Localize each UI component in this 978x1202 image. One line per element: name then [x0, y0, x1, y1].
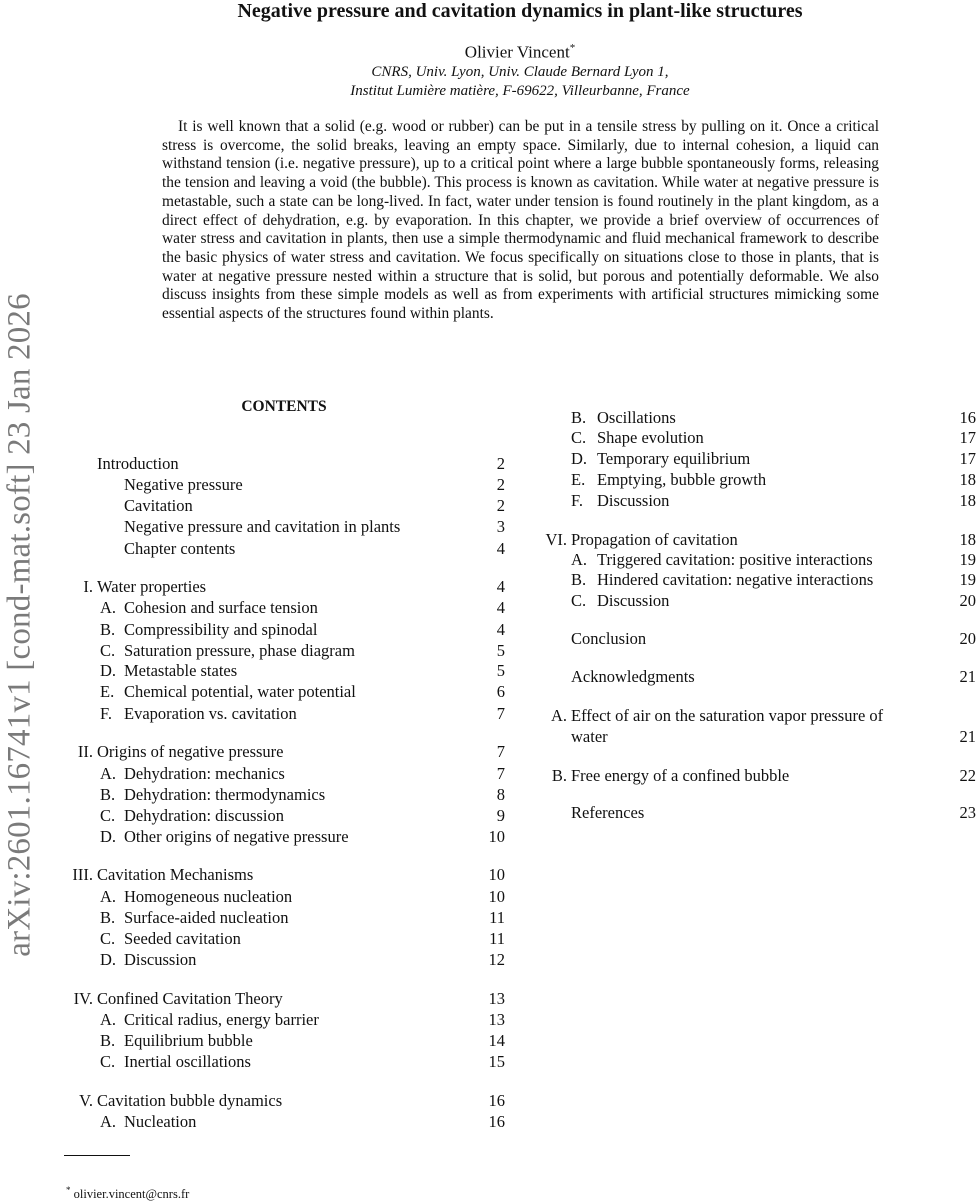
toc-left-entry-label[interactable]: Cohesion and surface tension: [124, 598, 318, 617]
toc-left-entry-label[interactable]: Critical radius, energy barrier: [124, 1010, 319, 1029]
toc-left-entry-label[interactable]: Discussion: [124, 950, 197, 969]
toc-left-entry-letter: B.: [100, 908, 116, 927]
toc-left-entry-page: 10: [488, 865, 505, 884]
toc-left-entry-label[interactable]: Cavitation: [124, 496, 193, 515]
toc-right-entry-label[interactable]: Emptying, bubble growth: [597, 470, 767, 489]
toc-left-entry-label[interactable]: Surface-aided nucleation: [124, 908, 289, 927]
toc-left-entry-letter: C.: [100, 806, 116, 825]
toc-right-entry-numeral: B.: [551, 766, 567, 785]
toc-left-entry-label[interactable]: Inertial oscillations: [124, 1052, 251, 1071]
toc-left-entry-page: 2: [496, 475, 505, 494]
toc-left-entry-page: 11: [489, 929, 505, 948]
toc-left-entry-page: 3: [496, 517, 505, 536]
toc-right-entry-letter: E.: [571, 470, 586, 489]
toc-left-entry-label[interactable]: Homogeneous nucleation: [124, 887, 293, 906]
toc-left-entry-letter: B.: [100, 620, 116, 639]
toc-left-entry-page: 2: [496, 454, 505, 473]
toc-left-entry-label[interactable]: Saturation pressure, phase diagram: [124, 641, 355, 660]
toc-left-entry-page: 2: [496, 496, 505, 515]
toc-left-entry-letter: A.: [100, 887, 117, 906]
toc-left-entry-label[interactable]: Cavitation Mechanisms: [97, 865, 254, 884]
author-footnote-mark: *: [569, 42, 576, 54]
toc-left-entry-page: 13: [488, 989, 505, 1008]
toc-left-entry-letter: D.: [100, 661, 117, 680]
toc-right-entry-page: 22: [959, 766, 976, 785]
toc-left-entry-label[interactable]: Introduction: [97, 454, 179, 473]
toc-right-entry-label[interactable]: Effect of air on the saturation vapor pressure of: [571, 706, 884, 725]
toc-right-entry-page: 18: [959, 491, 976, 510]
toc-right-entry-letter: B.: [571, 408, 587, 427]
toc-left-entry-label[interactable]: Dehydration: mechanics: [124, 764, 285, 783]
toc-left-entry-page: 16: [488, 1091, 505, 1110]
toc-right-entry-page: 16: [959, 408, 976, 427]
toc-left-entry-page: 12: [488, 950, 505, 969]
toc-right-entry-label[interactable]: water: [571, 727, 608, 746]
toc-left-entry-letter: A.: [100, 764, 117, 783]
toc-right-entry-letter: D.: [571, 449, 588, 468]
toc-right-entry-page: 19: [959, 570, 976, 589]
toc-left-entry-label[interactable]: Cavitation bubble dynamics: [97, 1091, 283, 1110]
toc-right-entry-numeral: A.: [550, 706, 567, 725]
toc-right-entry-page: 23: [959, 803, 976, 822]
toc-right-entry-letter: F.: [571, 491, 583, 510]
toc-left-entry-page: 4: [496, 620, 505, 639]
toc-right-entry-label[interactable]: References: [571, 803, 645, 822]
toc-left-entry-label[interactable]: Water properties: [97, 577, 207, 596]
toc-left-entry-letter: A.: [100, 598, 117, 617]
toc-left-entry-page: 11: [489, 908, 505, 927]
toc-left-entry-page: 15: [488, 1052, 505, 1071]
toc-right-entry-page: 18: [959, 470, 976, 489]
toc-left-entry-page: 7: [496, 764, 505, 783]
toc-right-entry-page: 17: [959, 449, 976, 468]
toc-left-entry-label[interactable]: Origins of negative pressure: [97, 742, 284, 761]
toc-left-entry-page: 4: [496, 598, 505, 617]
toc-left-entry-label[interactable]: Dehydration: thermodynamics: [124, 785, 326, 804]
abstract: It is well known that a solid (e.g. wood or rubber) can be put in a tensile stress by pulling on it. Once a critical stress is overcome, the solid breaks, leaving an empty space. Similarly, due to internal cohesion, a liquid can withstand tension (i.e. negative pressure), up to a critical point where a large bubble spontaneously forms, releasing the tension and leaving a void (the bubble). This process is known as cavitation. While water at negative pressure is metastable, such a state can be long-lived. In fact, water under tension is found routinely in the plant kingdom, as a direct effect of dehydration, e.g. by evaporation. In this chapter, we provide a brief overview of occurrences of water stress and cavitation in plants, then use a simple thermodynamic and fluid mechanical framework to describe the basic physics of water stress and cavitation. We focus specifically on situations close to those in plants, that is water at negative pressure nested within a structure that is solid, but porous and potentially deformable. We also discuss insights from these simple models as well as from experiments with artificial structures mimicking some essential aspects of the structures found within plants.: [162, 118, 879, 323]
toc-right-entry-letter: B.: [571, 570, 587, 589]
toc-right-entry-page: 20: [959, 629, 976, 648]
toc-left-entry-label[interactable]: Other origins of negative pressure: [124, 827, 349, 846]
affiliation-line-2: Institut Lumière matière, F-69622, Villeurbanne, France: [350, 83, 690, 99]
toc-right-entry-page: 21: [959, 727, 976, 746]
toc-right-entry-label[interactable]: Acknowledgments: [571, 667, 695, 686]
toc-right-entry-label[interactable]: Propagation of cavitation: [571, 530, 738, 549]
toc-left-entry-letter: C.: [100, 641, 116, 660]
toc-left-entry-page: 13: [488, 1010, 505, 1029]
toc-left-entry-page: 10: [488, 887, 505, 906]
toc-left-entry-label[interactable]: Negative pressure and cavitation in plants: [124, 517, 401, 536]
toc-left-entry-label[interactable]: Dehydration: discussion: [124, 806, 284, 825]
paper-title: Negative pressure and cavitation dynamics in plant-like structures: [237, 0, 803, 22]
toc-left-entry-page: 4: [496, 577, 505, 596]
toc-right-entry-label[interactable]: Discussion: [597, 591, 670, 610]
footnote-rule: [64, 1155, 130, 1156]
toc-left-entry-label[interactable]: Nucleation: [124, 1112, 197, 1131]
toc-right-entry-label[interactable]: Discussion: [597, 491, 670, 510]
toc-right-entry-label[interactable]: Shape evolution: [597, 428, 704, 447]
toc-left-entry-label[interactable]: Metastable states: [124, 661, 238, 680]
author-name: Olivier Vincent: [464, 42, 570, 62]
toc-left-entry-label[interactable]: Equilibrium bubble: [124, 1031, 253, 1050]
toc-heading: CONTENTS: [241, 398, 327, 415]
toc-left-entry-letter: E.: [100, 682, 115, 701]
toc-left-entry-letter: C.: [100, 929, 116, 948]
toc-left-entry-label[interactable]: Compressibility and spinodal: [124, 620, 318, 639]
toc-left-entry-numeral: I.: [83, 577, 93, 596]
author-line: [0, 42, 978, 63]
toc-left-entry-label[interactable]: Seeded cavitation: [124, 929, 241, 948]
toc-left-entry-label[interactable]: Negative pressure: [124, 475, 243, 494]
toc-left-entry-numeral: II.: [77, 742, 93, 761]
toc-right-entry-label[interactable]: Hindered cavitation: negative interactions: [597, 570, 874, 589]
toc-left-entry-label[interactable]: Chemical potential, water potential: [124, 682, 356, 701]
toc-left-entry-label[interactable]: Chapter contents: [124, 539, 236, 558]
toc-right-entry-label[interactable]: Conclusion: [571, 629, 647, 648]
toc-left-entry-page: 16: [488, 1112, 505, 1131]
toc-right-entry-page: 18: [959, 530, 976, 549]
arxiv-identifier-text: arXiv:2601.16741v1 [cond-mat.soft] 23 Jan 2026: [1, 293, 38, 957]
toc-left-entry-label[interactable]: Evaporation vs. cavitation: [124, 704, 297, 723]
toc-left-entry-letter: D.: [100, 950, 117, 969]
toc-left-entry-numeral: V.: [79, 1091, 93, 1110]
toc-right-entry-label[interactable]: Triggered cavitation: positive interactions: [597, 550, 873, 569]
toc-left-entry-letter: D.: [100, 827, 117, 846]
toc-right-entry-page: 17: [959, 428, 976, 447]
toc-left-entry-page: 5: [496, 641, 505, 660]
toc-right-entry-numeral: VI.: [545, 530, 567, 549]
toc-left-entry-numeral: III.: [72, 865, 93, 884]
toc-right-entry-letter: A.: [571, 550, 588, 569]
toc-left-entry-page: 14: [488, 1031, 505, 1050]
toc-right-entry-page: 19: [959, 550, 976, 569]
toc-left-entry-page: 4: [496, 539, 505, 558]
toc-left-entry-letter: C.: [100, 1052, 116, 1071]
toc-left-entry-page: 9: [496, 806, 505, 825]
toc-right-entry-letter: C.: [571, 591, 587, 610]
footnote: [66, 1185, 189, 1202]
toc-right-entry-page: 21: [959, 667, 976, 686]
toc-right-entry-label[interactable]: Free energy of a confined bubble: [571, 766, 790, 785]
toc-left-entry-page: 6: [496, 682, 505, 701]
toc-left-entry-letter: B.: [100, 785, 116, 804]
toc-left-entry-label[interactable]: Confined Cavitation Theory: [97, 989, 283, 1008]
toc-left-entry-page: 7: [496, 704, 505, 723]
toc-left-entry-numeral: IV.: [73, 989, 93, 1008]
toc-left-entry-page: 10: [488, 827, 505, 846]
toc-right-entry-letter: C.: [571, 428, 587, 447]
toc-left-entry-page: 8: [496, 785, 505, 804]
toc-left-entry-letter: A.: [100, 1010, 117, 1029]
toc-left-entry-letter: A.: [100, 1112, 117, 1131]
toc-left-entry-letter: B.: [100, 1031, 116, 1050]
arxiv-identifier-stamp: [0, 250, 40, 1000]
toc-left-entry-page: 5: [496, 661, 505, 680]
toc-right-entry-page: 20: [959, 591, 976, 610]
affiliation-line-1: CNRS, Univ. Lyon, Univ. Claude Bernard Lyon 1,: [371, 64, 669, 80]
toc-left-entry-letter: F.: [100, 704, 112, 723]
footnote-email[interactable]: olivier.vincent@cnrs.fr: [73, 1187, 190, 1202]
toc-left-entry-page: 7: [496, 742, 505, 761]
toc-right-entry-label[interactable]: Temporary equilibrium: [597, 449, 751, 468]
footnote-mark: *: [66, 1185, 71, 1195]
toc-right-entry-label[interactable]: Oscillations: [597, 408, 676, 427]
